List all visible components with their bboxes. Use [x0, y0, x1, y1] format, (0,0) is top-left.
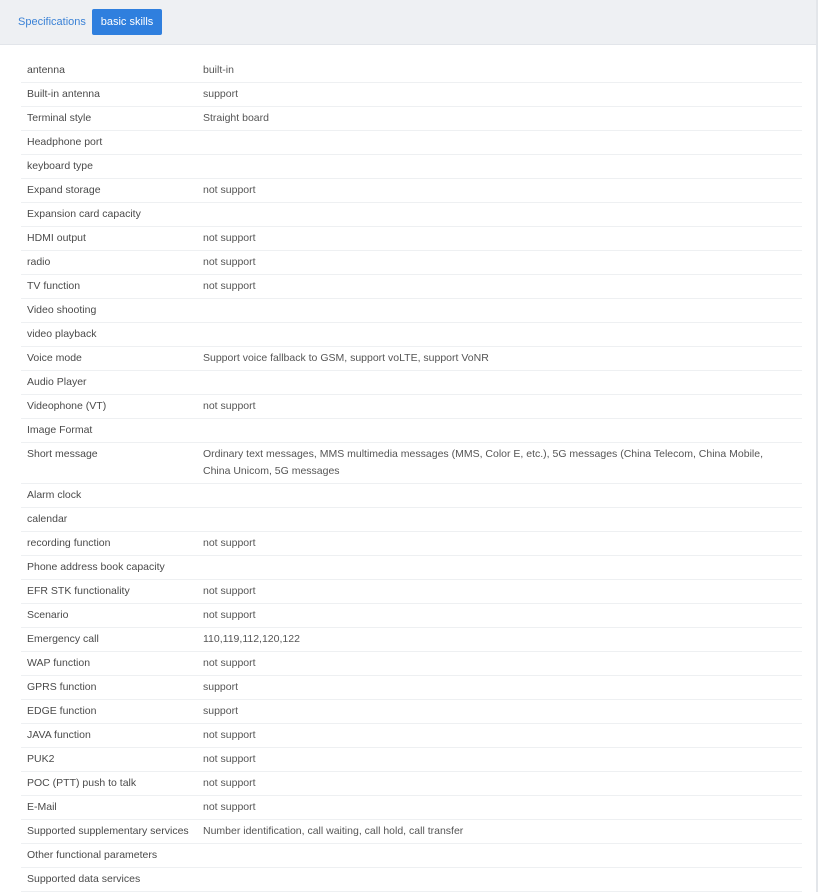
table-row: [21, 419, 802, 443]
row-value: [203, 302, 802, 319]
table-row: [21, 604, 802, 628]
row-value: [203, 422, 802, 439]
row-label: PUK2: [27, 753, 55, 765]
table-row: [21, 508, 802, 532]
table-row: [21, 131, 802, 155]
table-row: [21, 844, 802, 868]
row-label: EFR STK functionality: [27, 585, 130, 597]
row-label: Scenario: [27, 609, 69, 621]
table-row: [21, 275, 802, 299]
table-row: [21, 203, 802, 227]
row-label: video playback: [27, 328, 97, 340]
table-row: [21, 107, 802, 131]
table-row: [21, 676, 802, 700]
row-label: antenna: [27, 64, 65, 76]
row-label: Expand storage: [27, 184, 101, 196]
row-label: EDGE function: [27, 705, 97, 717]
table-row: [21, 580, 802, 604]
row-value: Ordinary text messages, MMS multimedia messages (MMS, Color E, etc.), 5G messages (China Telecom, China Mobile, China Unicom, 5G messages: [203, 448, 763, 477]
row-value: [203, 206, 802, 223]
row-value: [203, 871, 802, 888]
tab-specifications[interactable]: Specifications: [18, 16, 86, 28]
row-value: [203, 847, 802, 864]
row-label: Phone address book capacity: [27, 561, 165, 573]
table-row: [21, 796, 802, 820]
table-row: [21, 83, 802, 107]
table-row: [21, 556, 802, 580]
row-label: Supported supplementary services: [27, 825, 189, 837]
row-value: not support: [203, 400, 256, 412]
row-value: not support: [203, 256, 256, 268]
row-value: 110,119,112,120,122: [203, 633, 300, 645]
table-row: [21, 652, 802, 676]
table-row: [21, 443, 802, 484]
row-label: calendar: [27, 513, 68, 525]
row-label: POC (PTT) push to talk: [27, 777, 137, 789]
row-label: JAVA function: [27, 729, 91, 741]
row-value: [203, 511, 802, 528]
table-row: [21, 484, 802, 508]
row-value: not support: [203, 777, 256, 789]
table-row: [21, 724, 802, 748]
row-label: Terminal style: [27, 112, 92, 124]
table-row: [21, 395, 802, 419]
table-row: [21, 155, 802, 179]
row-value: [203, 134, 802, 151]
row-value: not support: [203, 609, 256, 621]
row-label: Built-in antenna: [27, 88, 100, 100]
row-value: built-in: [203, 64, 234, 76]
row-label: Headphone port: [27, 136, 103, 148]
spec-table: [21, 59, 802, 892]
row-label: recording function: [27, 537, 111, 549]
table-row: [21, 179, 802, 203]
table-row: [21, 59, 802, 83]
row-value: not support: [203, 232, 256, 244]
row-value: not support: [203, 729, 256, 741]
table-row: [21, 251, 802, 275]
table-row: [21, 820, 802, 844]
row-label: Audio Player: [27, 376, 87, 388]
row-value: not support: [203, 753, 256, 765]
row-value: Straight board: [203, 112, 269, 124]
row-label: radio: [27, 256, 51, 268]
table-row: [21, 628, 802, 652]
row-value: Number identification, call waiting, call hold, call transfer: [203, 825, 464, 837]
row-label: HDMI output: [27, 232, 86, 244]
row-value: not support: [203, 280, 256, 292]
table-row: [21, 868, 802, 892]
row-value: [203, 158, 802, 175]
row-label: Other functional parameters: [27, 849, 158, 861]
table-row: [21, 299, 802, 323]
row-label: WAP function: [27, 657, 91, 669]
row-value: not support: [203, 184, 256, 196]
scroll-divider: [816, 0, 818, 892]
table-row: [21, 772, 802, 796]
table-row: [21, 227, 802, 251]
row-label: GPRS function: [27, 681, 97, 693]
row-value: not support: [203, 657, 256, 669]
row-value: [203, 487, 802, 504]
row-label: Supported data services: [27, 873, 141, 885]
table-row: [21, 323, 802, 347]
row-value: support: [203, 88, 239, 100]
row-value: not support: [203, 585, 256, 597]
table-row: [21, 371, 802, 395]
row-value: not support: [203, 801, 256, 813]
tab-bar: [0, 0, 816, 45]
row-value: support: [203, 681, 239, 693]
table-row: [21, 347, 802, 371]
tab-basic-skills[interactable]: basic skills: [92, 9, 162, 35]
row-label: Videophone (VT): [27, 400, 107, 412]
row-label: Short message: [27, 448, 98, 460]
row-label: Expansion card capacity: [27, 208, 141, 220]
table-row: [21, 748, 802, 772]
row-label: Image Format: [27, 424, 93, 436]
row-label: Video shooting: [27, 304, 97, 316]
row-label: E-Mail: [27, 801, 57, 813]
row-label: TV function: [27, 280, 81, 292]
row-value: Support voice fallback to GSM, support voLTE, support VoNR: [203, 352, 489, 364]
row-value: [203, 374, 802, 391]
row-label: Alarm clock: [27, 489, 82, 501]
table-row: [21, 700, 802, 724]
row-label: keyboard type: [27, 160, 93, 172]
row-value: not support: [203, 537, 256, 549]
row-value: [203, 326, 802, 343]
row-label: Voice mode: [27, 352, 82, 364]
row-value: support: [203, 705, 239, 717]
row-value: [203, 559, 802, 576]
table-row: [21, 532, 802, 556]
row-label: Emergency call: [27, 633, 99, 645]
